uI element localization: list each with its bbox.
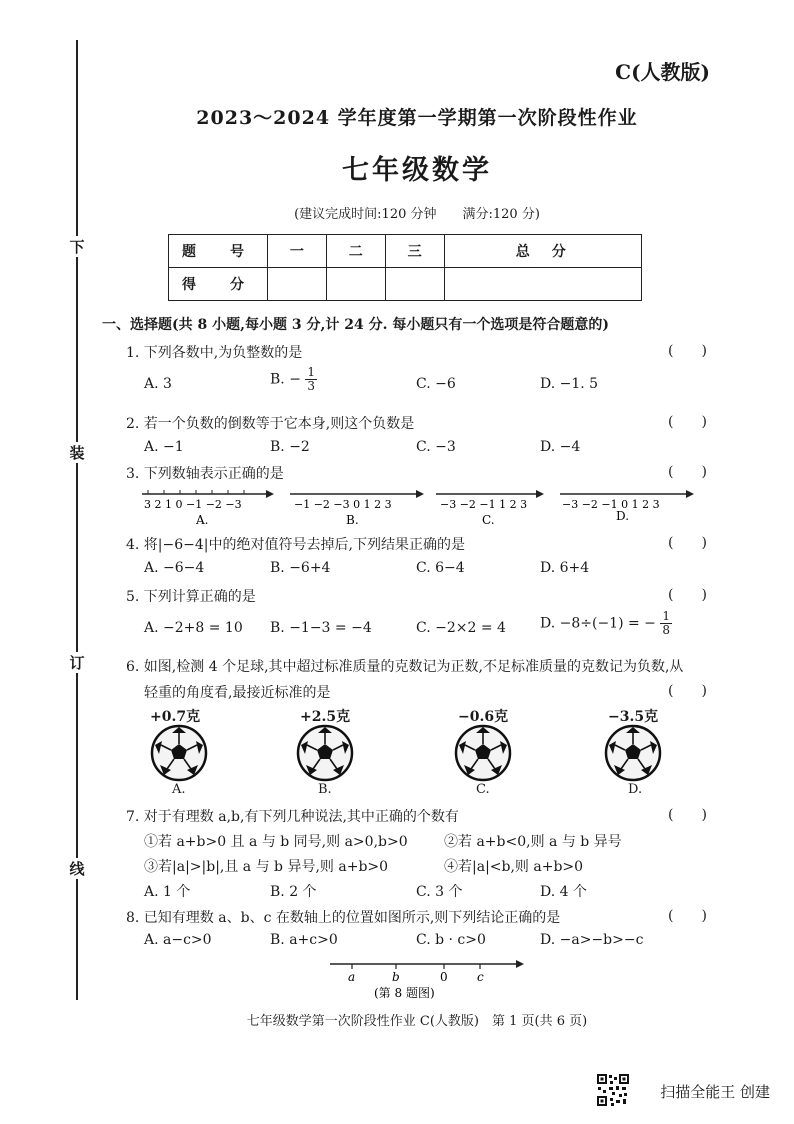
q8-figure-caption: (第 8 题图) bbox=[374, 986, 435, 1000]
question-6-stem-line2: 轻重的角度看,最接近标准的是 bbox=[144, 685, 331, 701]
question-3-stem: 3. 下列数轴表示正确的是 bbox=[126, 466, 284, 482]
q7-statement-1: ①若 a+b>0 且 a 与 b 同号,则 a>0,b>0 bbox=[144, 834, 408, 850]
q3-axis-c-ticks: −3 −2 −1 1 2 3 bbox=[440, 498, 528, 511]
q8-axis-label-zero: 0 bbox=[440, 970, 448, 984]
q2-option-c: C. −3 bbox=[416, 439, 456, 455]
answer-blank[interactable]: ( ) bbox=[668, 535, 707, 551]
q6-label-b: B. bbox=[318, 782, 332, 797]
question-4-stem: 4. 将|−6−4|中的绝对值符号去掉后,下列结果正确的是 bbox=[126, 537, 465, 553]
q3-axis-c bbox=[436, 490, 544, 527]
q8-axis-label-c: c bbox=[477, 970, 484, 984]
subject-title: 七年级数学 bbox=[342, 155, 492, 186]
q7-option-a: A. 1 个 bbox=[144, 884, 191, 900]
score-cell-empty[interactable] bbox=[268, 268, 327, 301]
q1-option-b bbox=[270, 366, 317, 393]
qr-code-icon bbox=[596, 1073, 630, 1107]
q1-option-c: C. −6 bbox=[416, 376, 456, 392]
fraction-numerator: 1 bbox=[307, 365, 316, 379]
q3-label-d: D. bbox=[616, 509, 630, 523]
answer-blank[interactable]: ( ) bbox=[668, 683, 707, 699]
q7-statement-3: ③若|a|>|b|,且 a 与 b 异号,则 a+b>0 bbox=[144, 859, 389, 875]
score-cell-empty[interactable] bbox=[326, 268, 385, 301]
answer-blank[interactable]: ( ) bbox=[668, 343, 707, 359]
margin-char-ding: 订 bbox=[66, 652, 88, 673]
q6-label-a: A. bbox=[172, 782, 186, 797]
q2-option-a: A. −1 bbox=[144, 439, 184, 455]
q8-number-line bbox=[326, 954, 530, 1004]
q4-option-a: A. −6−4 bbox=[144, 560, 205, 576]
soccer-ball-icon bbox=[454, 724, 512, 782]
score-cell-part3: 三 bbox=[385, 235, 444, 268]
answer-blank[interactable]: ( ) bbox=[668, 807, 707, 823]
answer-blank[interactable]: ( ) bbox=[668, 414, 707, 430]
score-cell-label: 题 号 bbox=[169, 235, 268, 268]
question-1-stem: 1. 下列各数中,为负整数的是 bbox=[126, 345, 303, 361]
score-table-header-row bbox=[169, 235, 642, 268]
q5-option-c: C. −2×2 = 4 bbox=[416, 620, 506, 636]
q5-option-b: B. −1−3 = −4 bbox=[270, 620, 372, 636]
q4-option-b: B. −6+4 bbox=[270, 560, 331, 576]
exam-meta: (建议完成时间:120 分钟 满分:120 分) bbox=[294, 207, 540, 222]
q5-option-d-fraction bbox=[660, 610, 672, 637]
margin-char-zhuang: 装 bbox=[66, 442, 88, 463]
scanner-watermark: 扫描全能王 创建 bbox=[660, 1083, 770, 1101]
q1-option-a: A. 3 bbox=[144, 376, 172, 392]
q1-option-d: D. −1. 5 bbox=[540, 376, 599, 392]
soccer-ball-shape bbox=[604, 724, 662, 782]
q3-axis-b bbox=[290, 490, 424, 527]
q8-option-b: B. a+c>0 bbox=[270, 932, 338, 948]
q6-weight-b: +2.5克 bbox=[300, 709, 351, 725]
q8-axis-label-b: b bbox=[392, 970, 400, 984]
question-7-stem: 7. 对于有理数 a,b,有下列几种说法,其中正确的个数有 bbox=[126, 809, 459, 825]
q4-option-c: C. 6−4 bbox=[416, 560, 465, 576]
soccer-ball-icon bbox=[604, 724, 662, 782]
q3-number-lines bbox=[140, 484, 700, 528]
score-cell-empty[interactable] bbox=[385, 268, 444, 301]
score-cell-part2: 二 bbox=[326, 235, 385, 268]
q2-option-b: B. −2 bbox=[270, 439, 310, 455]
score-table-score-row bbox=[169, 268, 642, 301]
score-table bbox=[168, 234, 642, 301]
margin-char-xia: 下 bbox=[66, 236, 88, 257]
q8-option-c: C. b · c>0 bbox=[416, 932, 486, 948]
q6-weight-c: −0.6克 bbox=[458, 709, 509, 725]
q4-option-d: D. 6+4 bbox=[540, 560, 590, 576]
q3-axis-d bbox=[560, 490, 694, 523]
q3-axis-b-ticks: −1 −2 −3 0 1 2 3 bbox=[294, 498, 392, 511]
q3-label-c: C. bbox=[482, 513, 495, 527]
score-cell-score-label: 得 分 bbox=[169, 268, 268, 301]
q8-option-a: A. a−c>0 bbox=[144, 932, 212, 948]
edition-label: C(人教版) bbox=[615, 60, 710, 84]
q3-axis-d-ticks: −3 −2 −1 0 1 2 3 bbox=[562, 498, 660, 511]
question-8-stem: 8. 已知有理数 a、b、c 在数轴上的位置如图所示,则下列结论正确的是 bbox=[126, 910, 561, 926]
fraction-numerator: 1 bbox=[662, 609, 671, 623]
q7-option-d: D. 4 个 bbox=[540, 884, 587, 900]
q7-option-c: C. 3 个 bbox=[416, 884, 463, 900]
q3-label-a: A. bbox=[196, 513, 209, 527]
score-cell-total: 总 分 bbox=[444, 235, 641, 268]
score-cell-empty[interactable] bbox=[444, 268, 641, 301]
fraction-denominator: 3 bbox=[307, 379, 316, 393]
q7-statement-2: ②若 a+b<0,则 a 与 b 异号 bbox=[444, 834, 622, 850]
answer-blank[interactable]: ( ) bbox=[668, 464, 707, 480]
q1-option-b-prefix: B. − bbox=[270, 371, 301, 388]
soccer-ball-icon bbox=[150, 724, 208, 782]
score-cell-part1: 一 bbox=[268, 235, 327, 268]
q6-label-d: D. bbox=[628, 782, 643, 797]
q3-label-b: B. bbox=[346, 513, 359, 527]
q3-axis-a bbox=[142, 490, 274, 527]
q3-axis-a-ticks: 3 2 1 0 −1 −2 −3 bbox=[144, 498, 242, 511]
soccer-ball-shape bbox=[150, 724, 208, 782]
q2-option-d: D. −4 bbox=[540, 439, 581, 455]
q7-option-b: B. 2 个 bbox=[270, 884, 317, 900]
exam-title: 2023～2024 学年度第一学期第一次阶段性作业 bbox=[196, 107, 638, 129]
soccer-ball-shape bbox=[296, 724, 354, 782]
margin-char-xian: 线 bbox=[66, 858, 88, 879]
q6-label-c: C. bbox=[476, 782, 490, 797]
q1-option-b-fraction bbox=[305, 366, 317, 393]
q5-option-a: A. −2+8 = 10 bbox=[144, 620, 243, 636]
soccer-ball-icon bbox=[296, 724, 354, 782]
q5-option-d bbox=[540, 610, 672, 637]
answer-blank[interactable]: ( ) bbox=[668, 587, 707, 603]
q7-statement-4: ④若|a|<b,则 a+b>0 bbox=[444, 859, 584, 875]
page-footer: 七年级数学第一次阶段性作业 C(人教版) 第 1 页(共 6 页) bbox=[246, 1014, 588, 1029]
q6-weight-a: +0.7克 bbox=[150, 709, 201, 725]
question-2-stem: 2. 若一个负数的倒数等于它本身,则这个负数是 bbox=[126, 416, 415, 432]
q8-axis-label-a: a bbox=[348, 970, 356, 984]
question-6-stem-line1: 6. 如图,检测 4 个足球,其中超过标准质量的克数记为正数,不足标准质量的克数记为负数,从 bbox=[126, 659, 684, 675]
q6-weight-d: −3.5克 bbox=[608, 709, 659, 725]
section-heading: 一、选择题(共 8 小题,每小题 3 分,计 24 分. 每小题只有一个选项是符合题意的) bbox=[102, 317, 609, 333]
soccer-ball-shape bbox=[454, 724, 512, 782]
answer-blank[interactable]: ( ) bbox=[668, 908, 707, 924]
fraction-denominator: 8 bbox=[662, 623, 671, 637]
question-5-stem: 5. 下列计算正确的是 bbox=[126, 589, 256, 605]
q5-option-d-prefix: D. −8÷(−1) = − bbox=[540, 615, 656, 632]
q8-option-d: D. −a>−b>−c bbox=[540, 932, 644, 948]
